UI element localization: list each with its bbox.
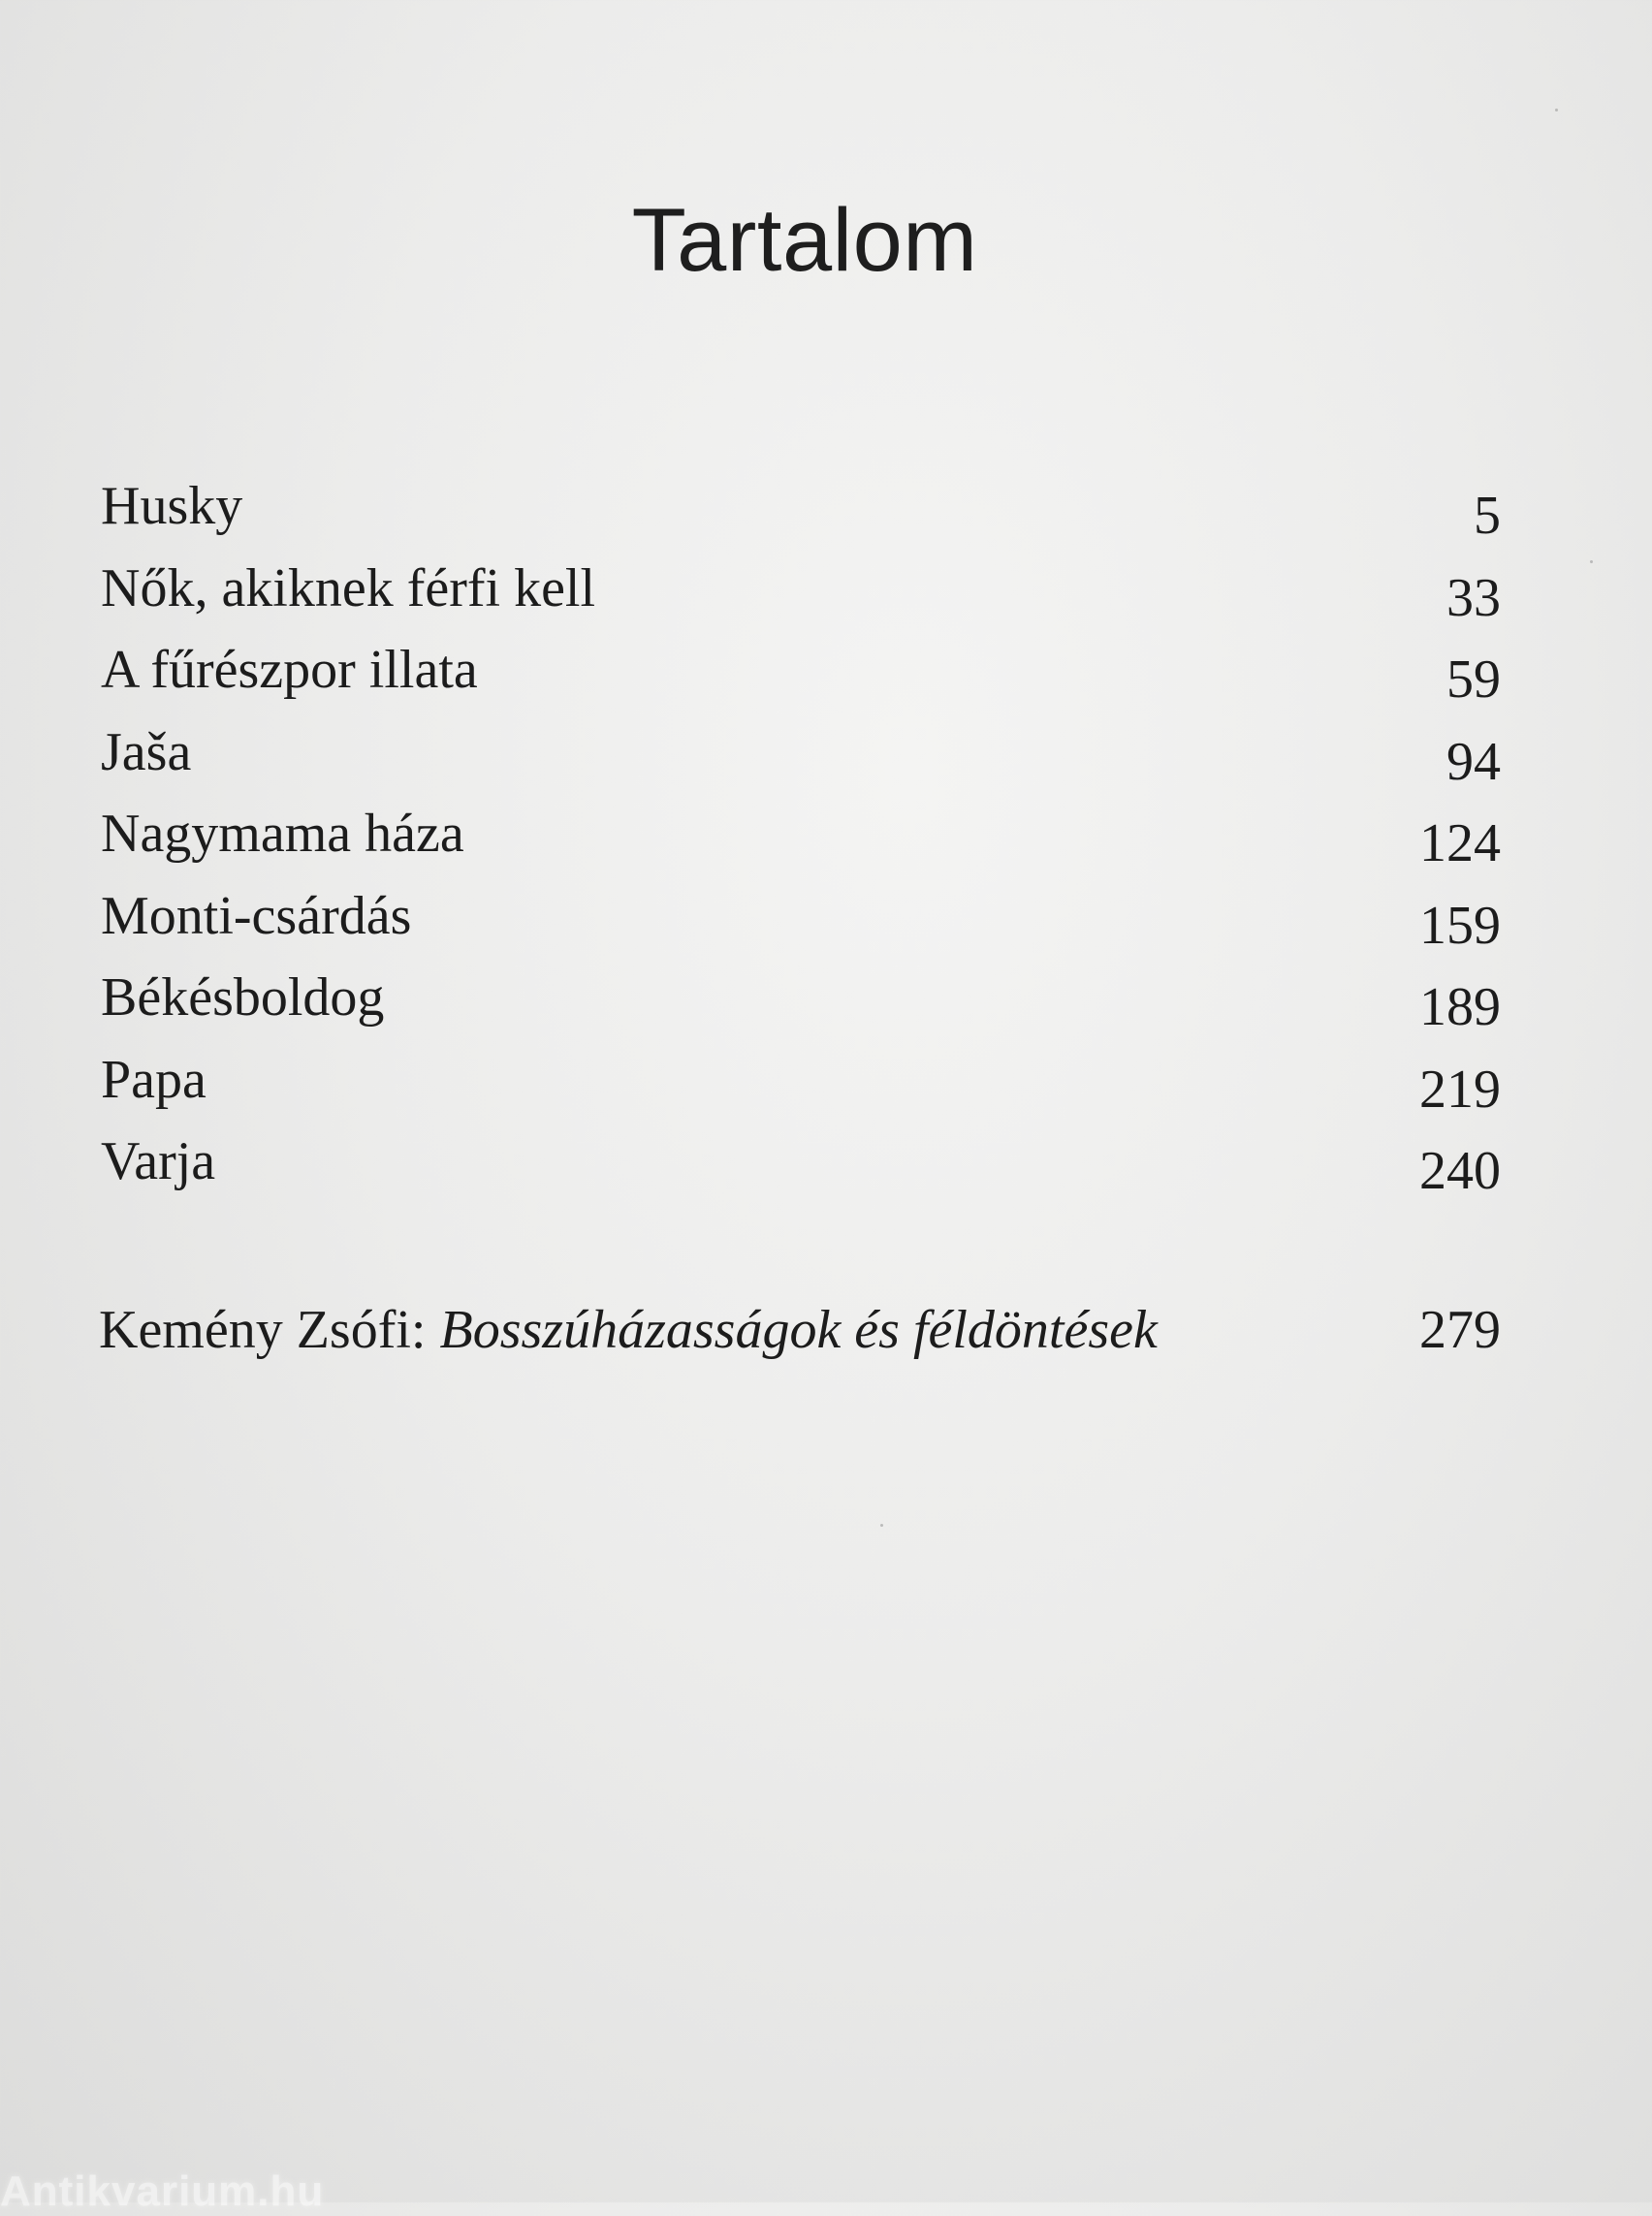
- toc-entry: [101, 629, 1501, 712]
- toc-entry-title: Nagymama háza: [101, 804, 464, 864]
- toc-entry: [101, 793, 1501, 875]
- toc-entry-page: 94: [1446, 731, 1501, 792]
- toc-entry-page: 59: [1446, 649, 1501, 710]
- page-title: Tartalom: [631, 191, 978, 290]
- toc-entry-page: 189: [1419, 977, 1501, 1037]
- toc-entry-title: Monti-csárdás: [101, 885, 412, 946]
- toc-entry-title: Papa: [101, 1049, 206, 1110]
- toc-entry-title: Nők, akiknek férfi kell: [101, 557, 596, 618]
- paper-speck: [880, 1524, 883, 1527]
- toc-entry: [101, 1121, 1501, 1203]
- toc-entry-title: Husky: [101, 476, 243, 536]
- toc-entry-page: 159: [1419, 895, 1501, 956]
- toc-entry-title: Varja: [101, 1131, 216, 1191]
- afterword-title: Bosszúházasságok és féldöntések: [439, 1300, 1158, 1360]
- toc-entry-title: Jaša: [101, 721, 192, 782]
- toc-entry-page: 124: [1419, 813, 1501, 873]
- toc-entry: [101, 548, 1501, 630]
- afterword-entry: [99, 1289, 1501, 1371]
- table-of-contents: [101, 465, 1501, 1203]
- toc-entry: [101, 875, 1501, 958]
- toc-entry: [101, 1039, 1501, 1122]
- toc-entry-page: 219: [1419, 1059, 1501, 1120]
- toc-entry-title: A fűrészpor illata: [101, 640, 478, 700]
- watermark: Antikvarium.hu: [0, 2168, 325, 2215]
- toc-entry-page: 33: [1446, 567, 1501, 628]
- toc-entry: [101, 712, 1501, 794]
- paper-speck: [1590, 560, 1593, 563]
- afterword-author: Kemény Zsófi:: [99, 1300, 440, 1360]
- toc-entry-title: Békésboldog: [101, 967, 385, 1028]
- toc-entry-page: 240: [1419, 1141, 1501, 1201]
- toc-entry: [101, 465, 1501, 548]
- paper-speck: [1555, 109, 1558, 111]
- toc-entry-page: 5: [1474, 486, 1501, 546]
- afterword-page: 279: [1419, 1300, 1501, 1360]
- afterword-title-line: [99, 1289, 1158, 1371]
- toc-entry: [101, 957, 1501, 1039]
